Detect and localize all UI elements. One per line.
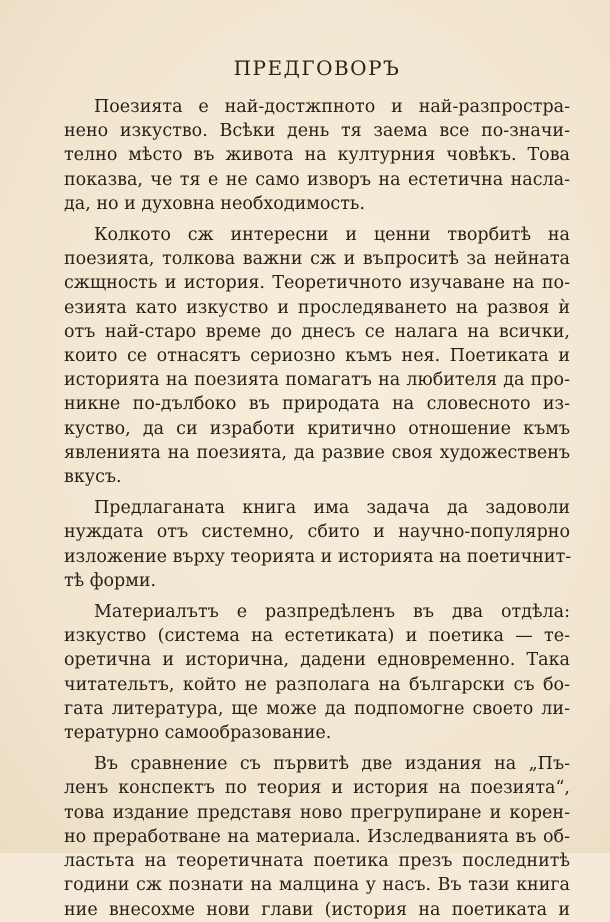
text-line: никне по-дълбоко въ природата на словесното из-	[64, 394, 570, 415]
paragraph	[64, 600, 570, 745]
text-line: гата литература, ще може да подпомогне своето ли-	[64, 698, 570, 719]
text-line: историята на поезията помагатъ на любителя да про-	[64, 370, 570, 391]
text-line: ластьта на теоретичната поетика презъ последнитѣ	[64, 851, 570, 872]
body-text	[64, 95, 570, 922]
paragraph	[64, 752, 570, 921]
text-line: години сж познати на малцина у насъ. Въ тази книга	[64, 875, 570, 896]
text-line: поезията, толкова важни сж и въпроситѣ за нейната	[64, 249, 570, 270]
text-line: отъ най-старо време до днесъ се налага на всички,	[64, 321, 570, 342]
text-line: явленията на поезията, да развие своя художественъ	[64, 442, 570, 463]
text-line: Материалътъ е разпредѣленъ въ два отдѣла:	[94, 602, 570, 623]
text-line: които се отнасятъ сериозно къмъ нея. Поетиката и	[64, 346, 570, 367]
paragraph	[64, 496, 570, 593]
text-line: но преработване на материала. Изследванията въ об-	[64, 826, 570, 847]
text-line: нено изкуство. Всѣки день тя заема все по-значи-	[64, 121, 570, 142]
text-line: сжщность и история. Теоретичното изучаване на по-	[64, 273, 570, 294]
text-line: читательтъ, който не разполага на български съ бо-	[64, 674, 570, 695]
text-line: нуждата отъ системно, сбито и научно-популярно	[64, 522, 570, 543]
text-line: ленъ конспектъ по теория и история на поезията“,	[64, 778, 570, 799]
text-line: това издание представя ново прегрупиране и корен-	[64, 802, 570, 823]
text-line: куство, да си изработи критично отношение къмъ	[64, 418, 570, 439]
paragraph	[64, 223, 570, 489]
text-line: вкусъ.	[64, 467, 122, 488]
text-line: да, но и духовна необходимость.	[64, 193, 365, 214]
text-line: изложение върху теорията и историята на поетичнит-	[64, 546, 572, 567]
text-line: тѣ форми.	[64, 570, 157, 591]
text-line: изкуство (система на естетиката) и поетика — те-	[64, 626, 570, 647]
text-line: телно мѣсто въ живота на културния човѣкъ. Това	[64, 145, 570, 166]
text-line: Предлаганата книга има задача да задоволи	[94, 498, 570, 519]
text-line: Колкото сж интересни и ценни творбитѣ на	[94, 225, 570, 246]
text-line: оретична и исторична, дадени едновременно. Така	[64, 650, 570, 671]
text-line: Поезията е най-достжпното и най-разпростра-	[94, 97, 570, 117]
text-line: тературно самообразование.	[64, 723, 332, 744]
text-line: ние внесохме нови глави (история на поетиката и	[64, 899, 570, 920]
page-title: ПРЕДГОВОРЪ	[233, 56, 401, 80]
text-line: показва, че тя е не само изворъ на естетична насла-	[64, 169, 570, 190]
text-line: езията като изкуство и проследяването на развоя ѝ	[64, 297, 570, 318]
paragraph	[64, 95, 570, 216]
text-line: Въ сравнение съ първитѣ две издания на „Пъ-	[94, 754, 570, 775]
